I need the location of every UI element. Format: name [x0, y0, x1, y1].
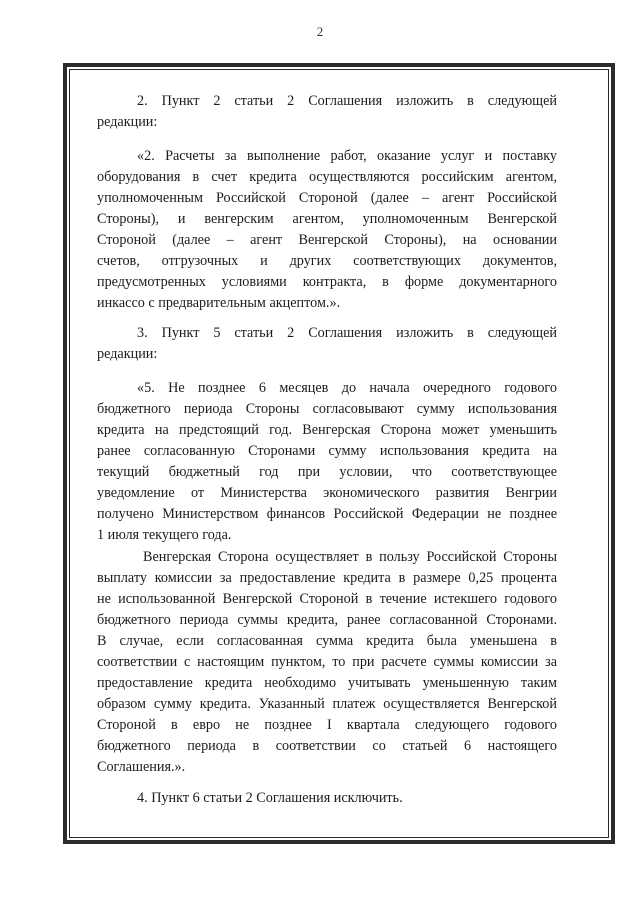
- amendment-3-text-line: ранее согласованную Сторонами сумму использования кредита на: [97, 443, 557, 459]
- amendment-3-text-line: «5. Не позднее 6 месяцев до начала очередного годового: [137, 380, 557, 396]
- amendment-3-text-line: 1 июля текущего года.: [97, 527, 232, 543]
- amendment-3-text-line: текущий бюджетный год при условии, что соответствующее: [97, 464, 557, 480]
- amendment-2-text-line: инкассо с предварительным акцептом.».: [97, 295, 341, 311]
- amendment-2-heading-line: редакции:: [97, 114, 158, 130]
- commission-paragraph-line: не использованной Венгерской Стороной в течение истекшего годового: [97, 591, 557, 607]
- commission-paragraph-line: Стороной в евро не позднее I квартала следующего годового: [97, 717, 557, 733]
- commission-paragraph-line: бюджетного периода суммы кредита, ранее согласованной Сторонами.: [97, 612, 557, 628]
- amendment-2-text-line: предусмотренных условиями контракта, в форме документарного: [97, 274, 557, 290]
- amendment-2-text-line: счетов, отгрузочных и других соответствующих документов,: [97, 253, 557, 269]
- commission-paragraph-line: Соглашения.».: [97, 759, 186, 775]
- amendment-3-text-line: уведомление от Министерства экономического развития Венгрии: [97, 485, 557, 501]
- commission-paragraph-line: соответствии с настоящим пунктом, то при расчете суммы комиссии за: [97, 654, 557, 670]
- amendment-4-line: 4. Пункт 6 статьи 2 Соглашения исключить.: [137, 790, 403, 806]
- amendment-2-text-line: Стороной (далее – агент Венгерской Стороны), на основании: [97, 232, 557, 248]
- commission-paragraph-line: бюджетного периода в соответствии со статьей 6 настоящего: [97, 738, 557, 754]
- amendment-3-heading-line: 3. Пункт 5 статьи 2 Соглашения изложить в следующей: [137, 325, 557, 341]
- amendment-2-heading-line: 2. Пункт 2 статьи 2 Соглашения изложить в следующей: [137, 93, 557, 109]
- amendment-2-text-line: оборудования в счет кредита осуществляются российским агентом,: [97, 169, 557, 185]
- commission-paragraph-line: предоставление кредита необходимо учитывать уменьшенную таким: [97, 675, 557, 691]
- commission-paragraph-line: выплату комиссии за предоставление кредита в размере 0,25 процента: [97, 570, 557, 586]
- amendment-2-text-line: Стороны), и венгерским агентом, уполномоченным Венгерской: [97, 211, 557, 227]
- commission-paragraph-line: В случае, если согласованная сумма кредита была уменьшена в: [97, 633, 557, 649]
- amendment-2-text-line: уполномоченным Российской Стороной (далее – агент Российской: [97, 190, 557, 206]
- amendment-3-heading-line: редакции:: [97, 346, 158, 362]
- amendment-3-text-line: кредита на предстоящий год. Венгерская Сторона может уменьшить: [97, 422, 557, 438]
- amendment-3-text-line: получено Министерством финансов Российской Федерации не позднее: [97, 506, 557, 522]
- amendment-3-text-line: бюджетного периода Стороны согласовывают сумму использования: [97, 401, 557, 417]
- page-number: 2: [316, 24, 324, 39]
- amendment-2-text-line: «2. Расчеты за выполнение работ, оказание услуг и поставку: [137, 148, 557, 164]
- commission-paragraph-line: образом сумму кредита. Указанный платеж осуществляется Венгерской: [97, 696, 557, 712]
- commission-paragraph-line: Венгерская Сторона осуществляет в пользу Российской Стороны: [143, 549, 557, 565]
